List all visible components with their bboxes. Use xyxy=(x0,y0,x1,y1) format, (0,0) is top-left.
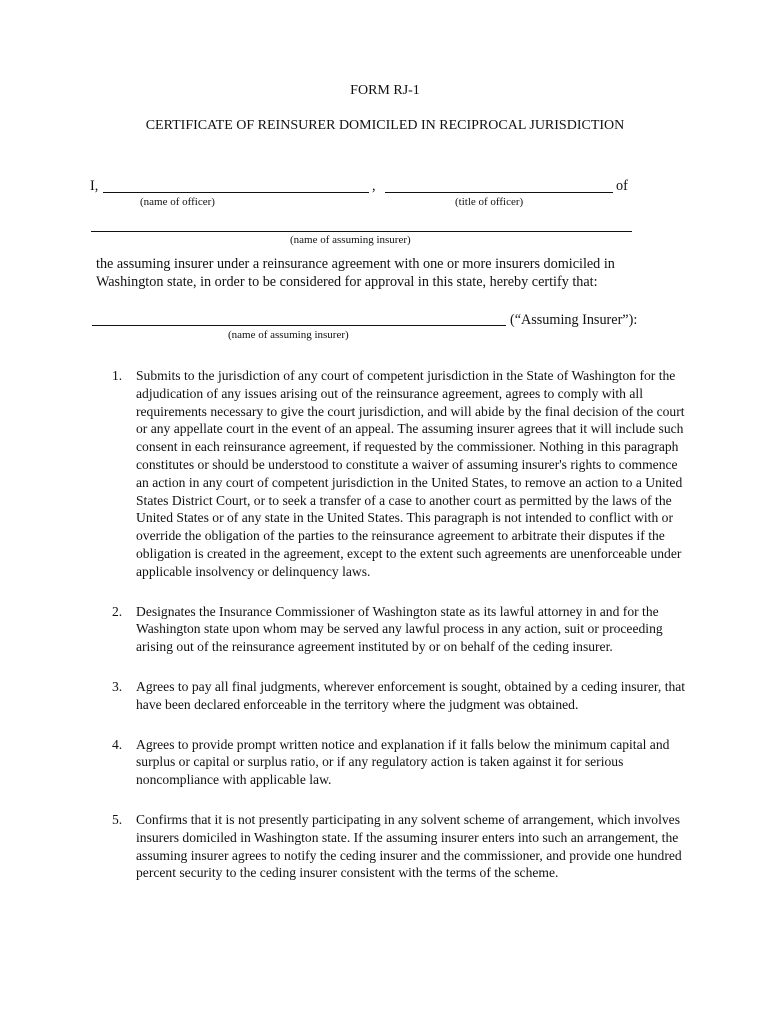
assuming-insurer-field-1[interactable] xyxy=(91,231,632,232)
list-item xyxy=(108,678,686,714)
form-id: FORM RJ-1 xyxy=(350,83,420,98)
officer-of: of xyxy=(616,178,628,194)
item-text: Submits to the jurisdiction of any court of competent jurisdiction in the State of Washington for the adjudication of any issues arising out of the reinsurance agreement, agrees to comply with all requirements necessary to give the court jurisdiction, and will abide by the final decision of the court or any appellate court in the event of an appeal. The assuming insurer agrees that it will include such consent in each reinsurance agreement, if requested by the commissioner. Nothing in this paragraph constitutes or should be understood to constitute a waiver of assuming insurer's rights to commence an action in any court of competent jurisdiction in the United States, to remove an action to a United States District Court, or to seek a transfer of a case to another court as permitted by the laws of the United States or of any state in the United States. This paragraph is not intended to conflict with or override the obligation of the parties to the reinsurance agreement to arbitrate their disputes if the obligation is created in the agreement, except to the extent such agreements are unenforceable under applicable insolvency or delinquency laws. xyxy=(136,368,685,579)
officer-name-field[interactable] xyxy=(103,192,369,193)
officer-name-label: (name of officer) xyxy=(140,196,215,208)
list-item xyxy=(108,811,686,882)
assuming-insurer-label-1: (name of assuming insurer) xyxy=(290,234,411,246)
item-number: 3. xyxy=(112,678,123,694)
officer-title-field[interactable] xyxy=(385,192,613,193)
officer-comma: , xyxy=(372,178,376,194)
item-text: Agrees to provide prompt written notice and explanation if it falls below the minimum capital and surplus or capital or surplus ratio, or if any regulatory action is taken against it for serious noncompliance with applicable law. xyxy=(136,736,670,788)
officer-prefix: I, xyxy=(90,178,99,194)
item-text: Agrees to pay all final judgments, wherever enforcement is sought, obtained by a ceding insurer, that have been declared enforceable in the territory where the judgment was obtained. xyxy=(136,678,686,712)
item-text: Confirms that it is not presently participating in any solvent scheme of arrangement, which involves insurers domiciled in Washington state. If the assuming insurer enters into such an arrangement, the assuming insurer agrees to notify the ceding insurer and the commissioner, and provide one hundred percent security to the ceding insurer consistent with the terms of the scheme. xyxy=(136,811,682,881)
page-title: CERTIFICATE OF REINSURER DOMICILED IN RECIPROCAL JURISDICTION xyxy=(145,118,625,133)
item-number: 4. xyxy=(112,736,123,752)
item-number: 1. xyxy=(112,368,123,383)
officer-title-label: (title of officer) xyxy=(455,196,524,208)
item-number: 2. xyxy=(112,603,123,619)
assuming-insurer-label-2: (name of assuming insurer) xyxy=(228,329,349,341)
intro-text: the assuming insurer under a reinsurance agreement with one or more insurers domiciled in Washington state, in order to be considered for approval in this state, hereby certify that: xyxy=(96,256,615,290)
assuming-insurer-field-2[interactable] xyxy=(92,325,506,326)
list-item xyxy=(108,603,686,656)
list-item xyxy=(108,736,686,789)
certification-list xyxy=(108,367,686,882)
list-item xyxy=(108,367,686,581)
item-number: 5. xyxy=(112,811,123,827)
assuming-insurer-suffix: (“Assuming Insurer”): xyxy=(510,312,638,328)
item-text: Designates the Insurance Commissioner of Washington state as its lawful attorney in and for the Washington state upon whom may be served any lawful process in any action, suit or proceeding arising out of the reinsurance agreement instituted by or on behalf of the ceding insurer. xyxy=(136,603,663,655)
